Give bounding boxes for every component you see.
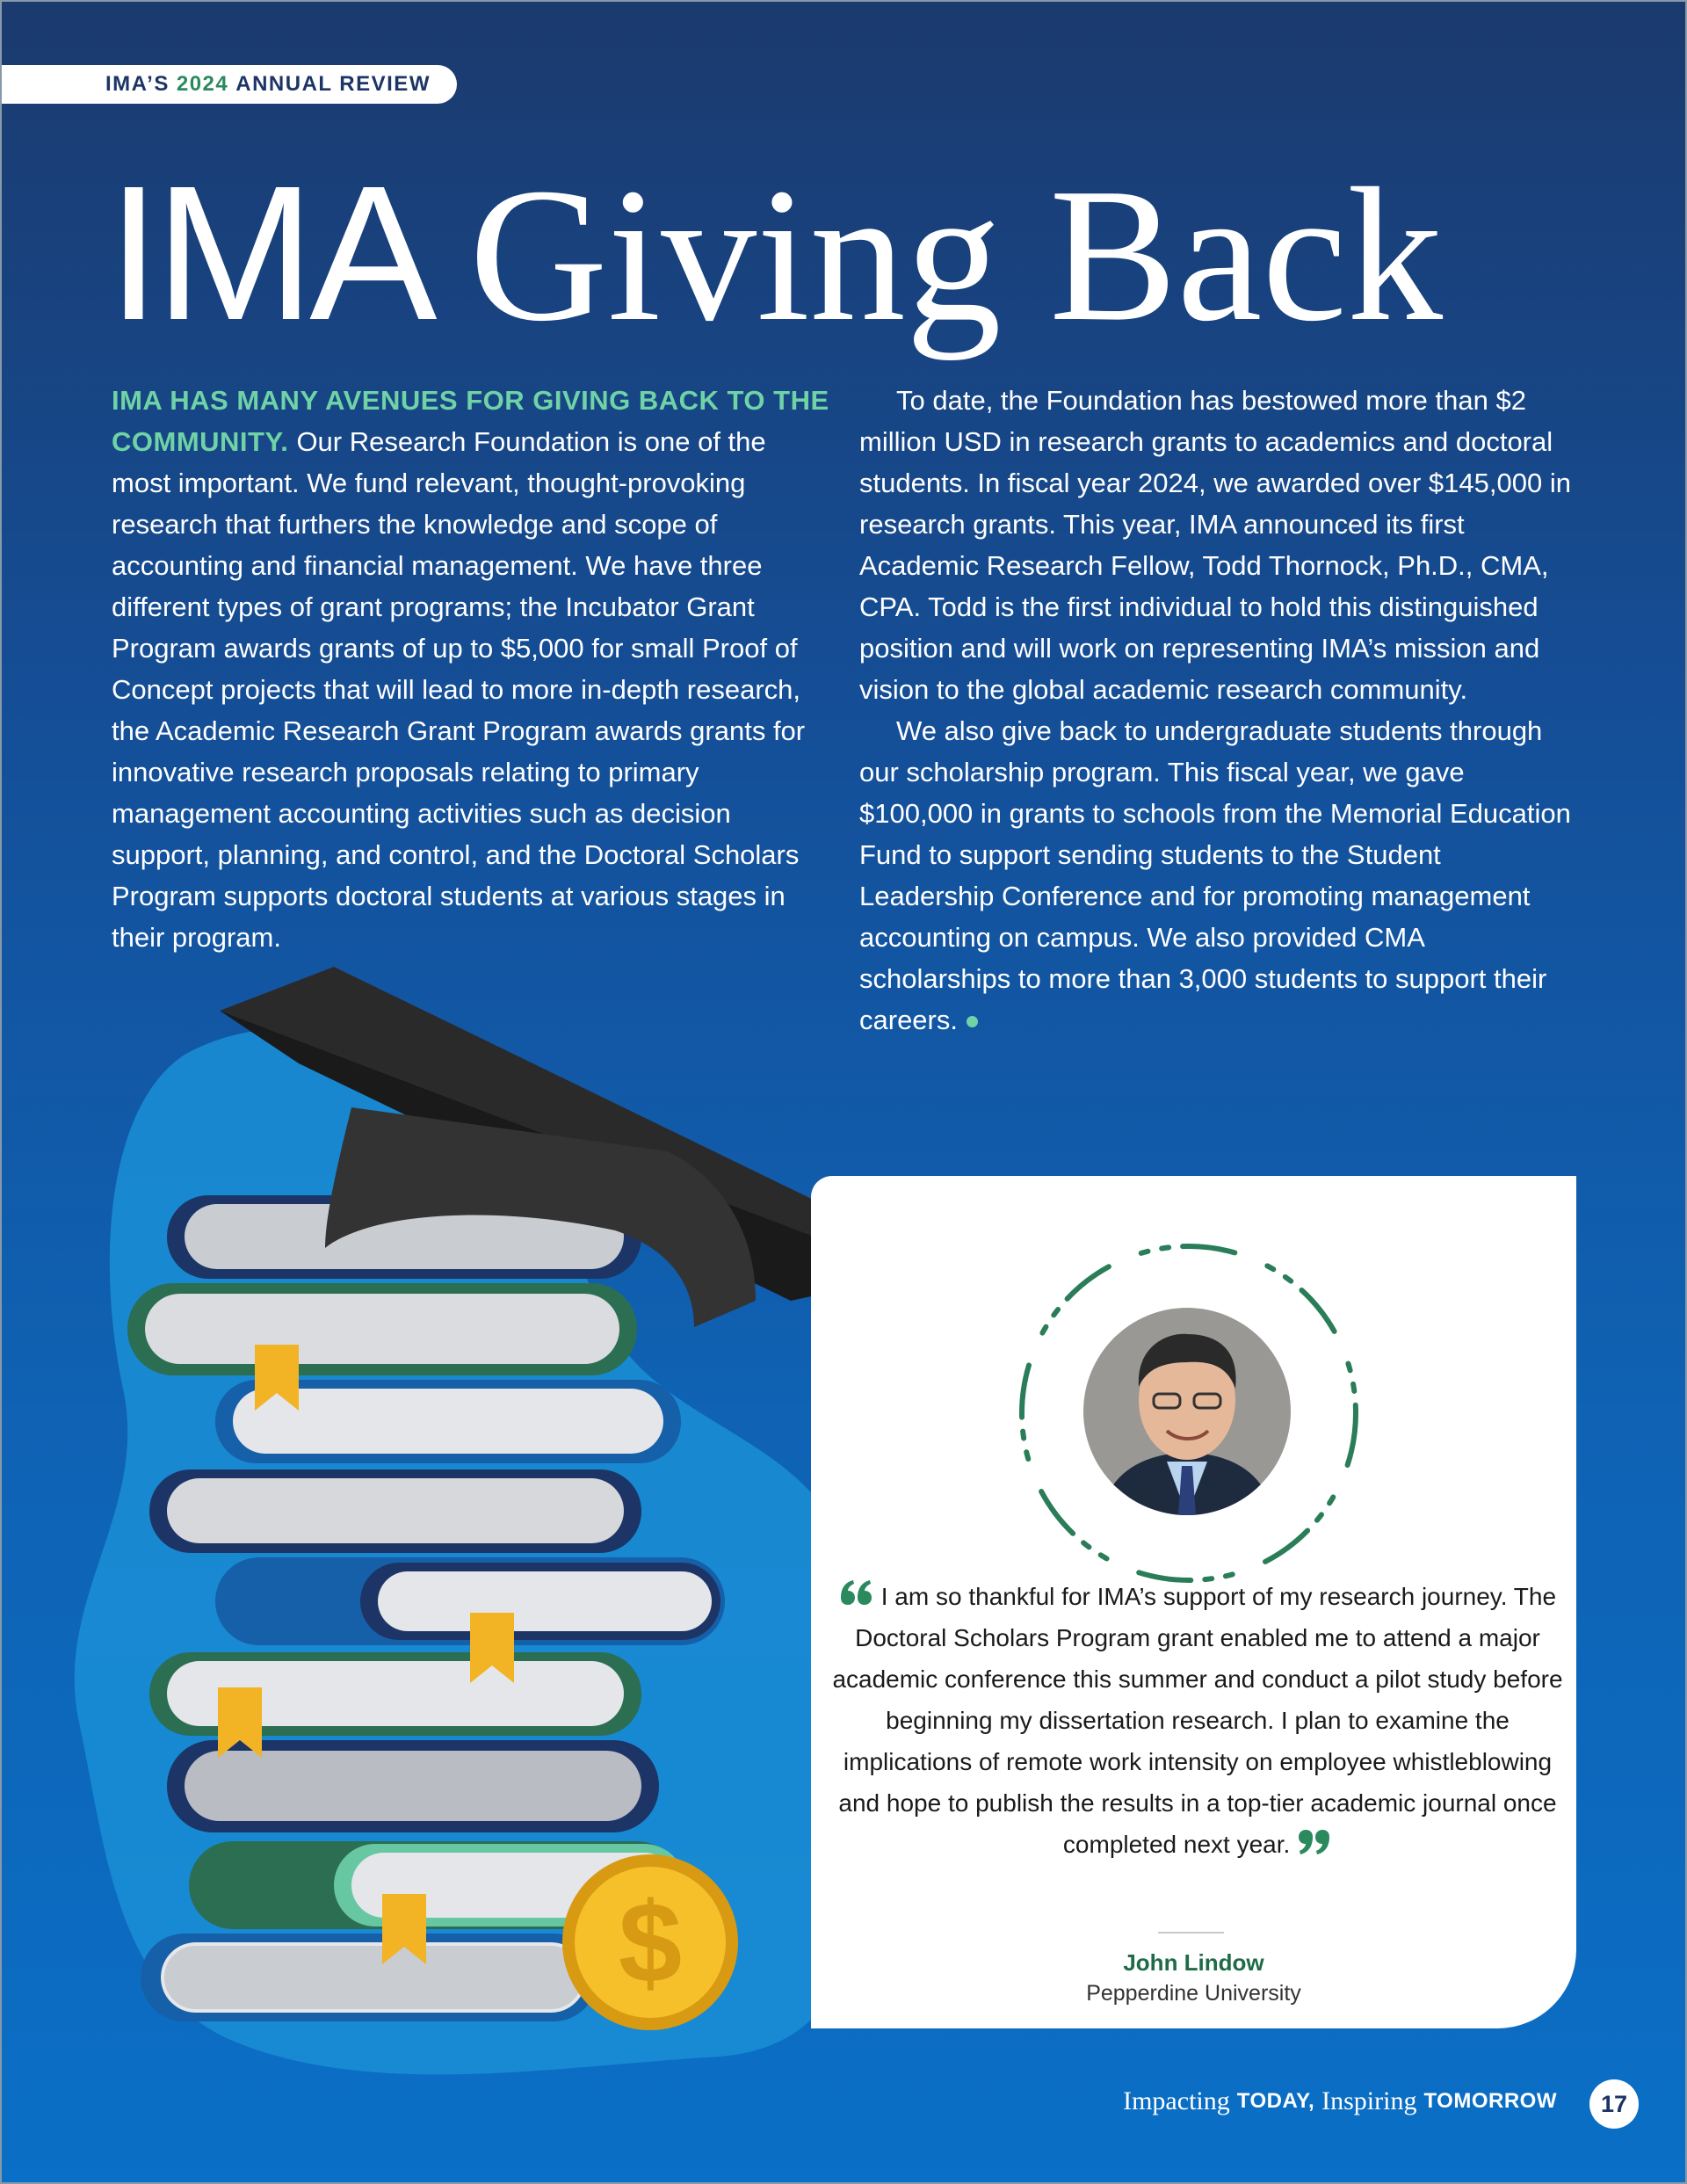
article-paragraph-2: To date, the Foundation has bestowed more than $2 million USD in research grants to academics and doctoral students. In fiscal year 2024, we awarded over $145,000 in research grants. This year, IMA announced its first Academic Research Fellow, Todd Thornock, Ph.D., CMA, CPA. Todd is the first individual to hold this distinguished position and will work on representing IMA’s mission and vision to the global academic research community. <box>859 385 1571 705</box>
books-graduation-illustration <box>0 932 949 2109</box>
end-mark-icon <box>967 1016 978 1027</box>
footer-word-2: TODAY, <box>1236 2089 1315 2113</box>
footer-word-3: Inspiring <box>1321 2086 1417 2115</box>
article-column-right <box>859 380 1580 1041</box>
close-quote-icon <box>1297 1826 1332 1856</box>
header-year: 2024 <box>176 72 229 96</box>
header-suffix: ANNUAL REVIEW <box>235 72 431 96</box>
svg-text:$: $ <box>618 1878 683 2006</box>
quote-text <box>829 1576 1567 1865</box>
footer-word-1: Impacting <box>1123 2086 1230 2115</box>
open-quote-icon <box>839 1578 874 1608</box>
article-paragraph-3-text: We also give back to undergraduate students through our scholarship program. This fiscal year, we gave $100,000 in grants to schools from the Memorial Education Fund to support sending students to the Student Leadership Conference and for promoting management accounting on campus. We also provided CMA scholarships to more than 3,000 students to support their careers. <box>859 715 1571 1035</box>
quote-author: John Lindow <box>1123 1949 1264 1976</box>
article-column-left <box>112 380 832 958</box>
avatar <box>1083 1308 1291 1515</box>
header-prefix: IMA’S <box>105 72 170 96</box>
article-lead: IMA HAS MANY AVENUES FOR GIVING BACK TO THE COMMUNITY. <box>112 385 829 457</box>
testimonial-card <box>811 1176 1576 2028</box>
title-part-sans: IMA <box>107 147 470 360</box>
dollar-coin-icon <box>562 1854 738 2030</box>
quote-affiliation: Pepperdine University <box>1086 1981 1301 2006</box>
portrait-photo <box>1083 1308 1291 1515</box>
article-paragraph-1: Our Research Foundation is one of the most important. We fund relevant, thought-provoking research that furthers the knowledge and scope of accounting and financial management. We have three different types of grant programs; the Incubator Grant Program awards grants of up to $5,000 for small Proof of Concept projects that will lead to more in-depth research, the Academic Research Grant Program awards grants for innovative research proposals relating to primary management accounting activities such as decision support, planning, and control, and the Doctoral Scholars Program supports doctoral students at various stages in their program. <box>112 426 806 953</box>
quote-body: I am so thankful for IMA’s support of my research journey. The Doctoral Scholars Program grant enabled me to attend a major academic conference this summer and conduct a pilot study before beginning my dissertation research. I plan to examine the implications of remote work intensity on employee whistleblowing and hope to publish the results in a top-tier academic journal once completed next year. <box>832 1583 1563 1858</box>
avatar-ring <box>1004 1229 1373 1598</box>
footer-word-4: TOMORROW <box>1423 2089 1557 2113</box>
quote-divider <box>1158 1932 1224 1934</box>
title-part-serif: Giving Back <box>469 149 1444 361</box>
page-number: 17 <box>1589 2079 1639 2129</box>
section-header-pill <box>0 65 457 104</box>
page-title <box>107 147 1444 361</box>
footer-tagline <box>1123 2079 1564 2123</box>
article-paragraph-3 <box>859 710 1580 1041</box>
